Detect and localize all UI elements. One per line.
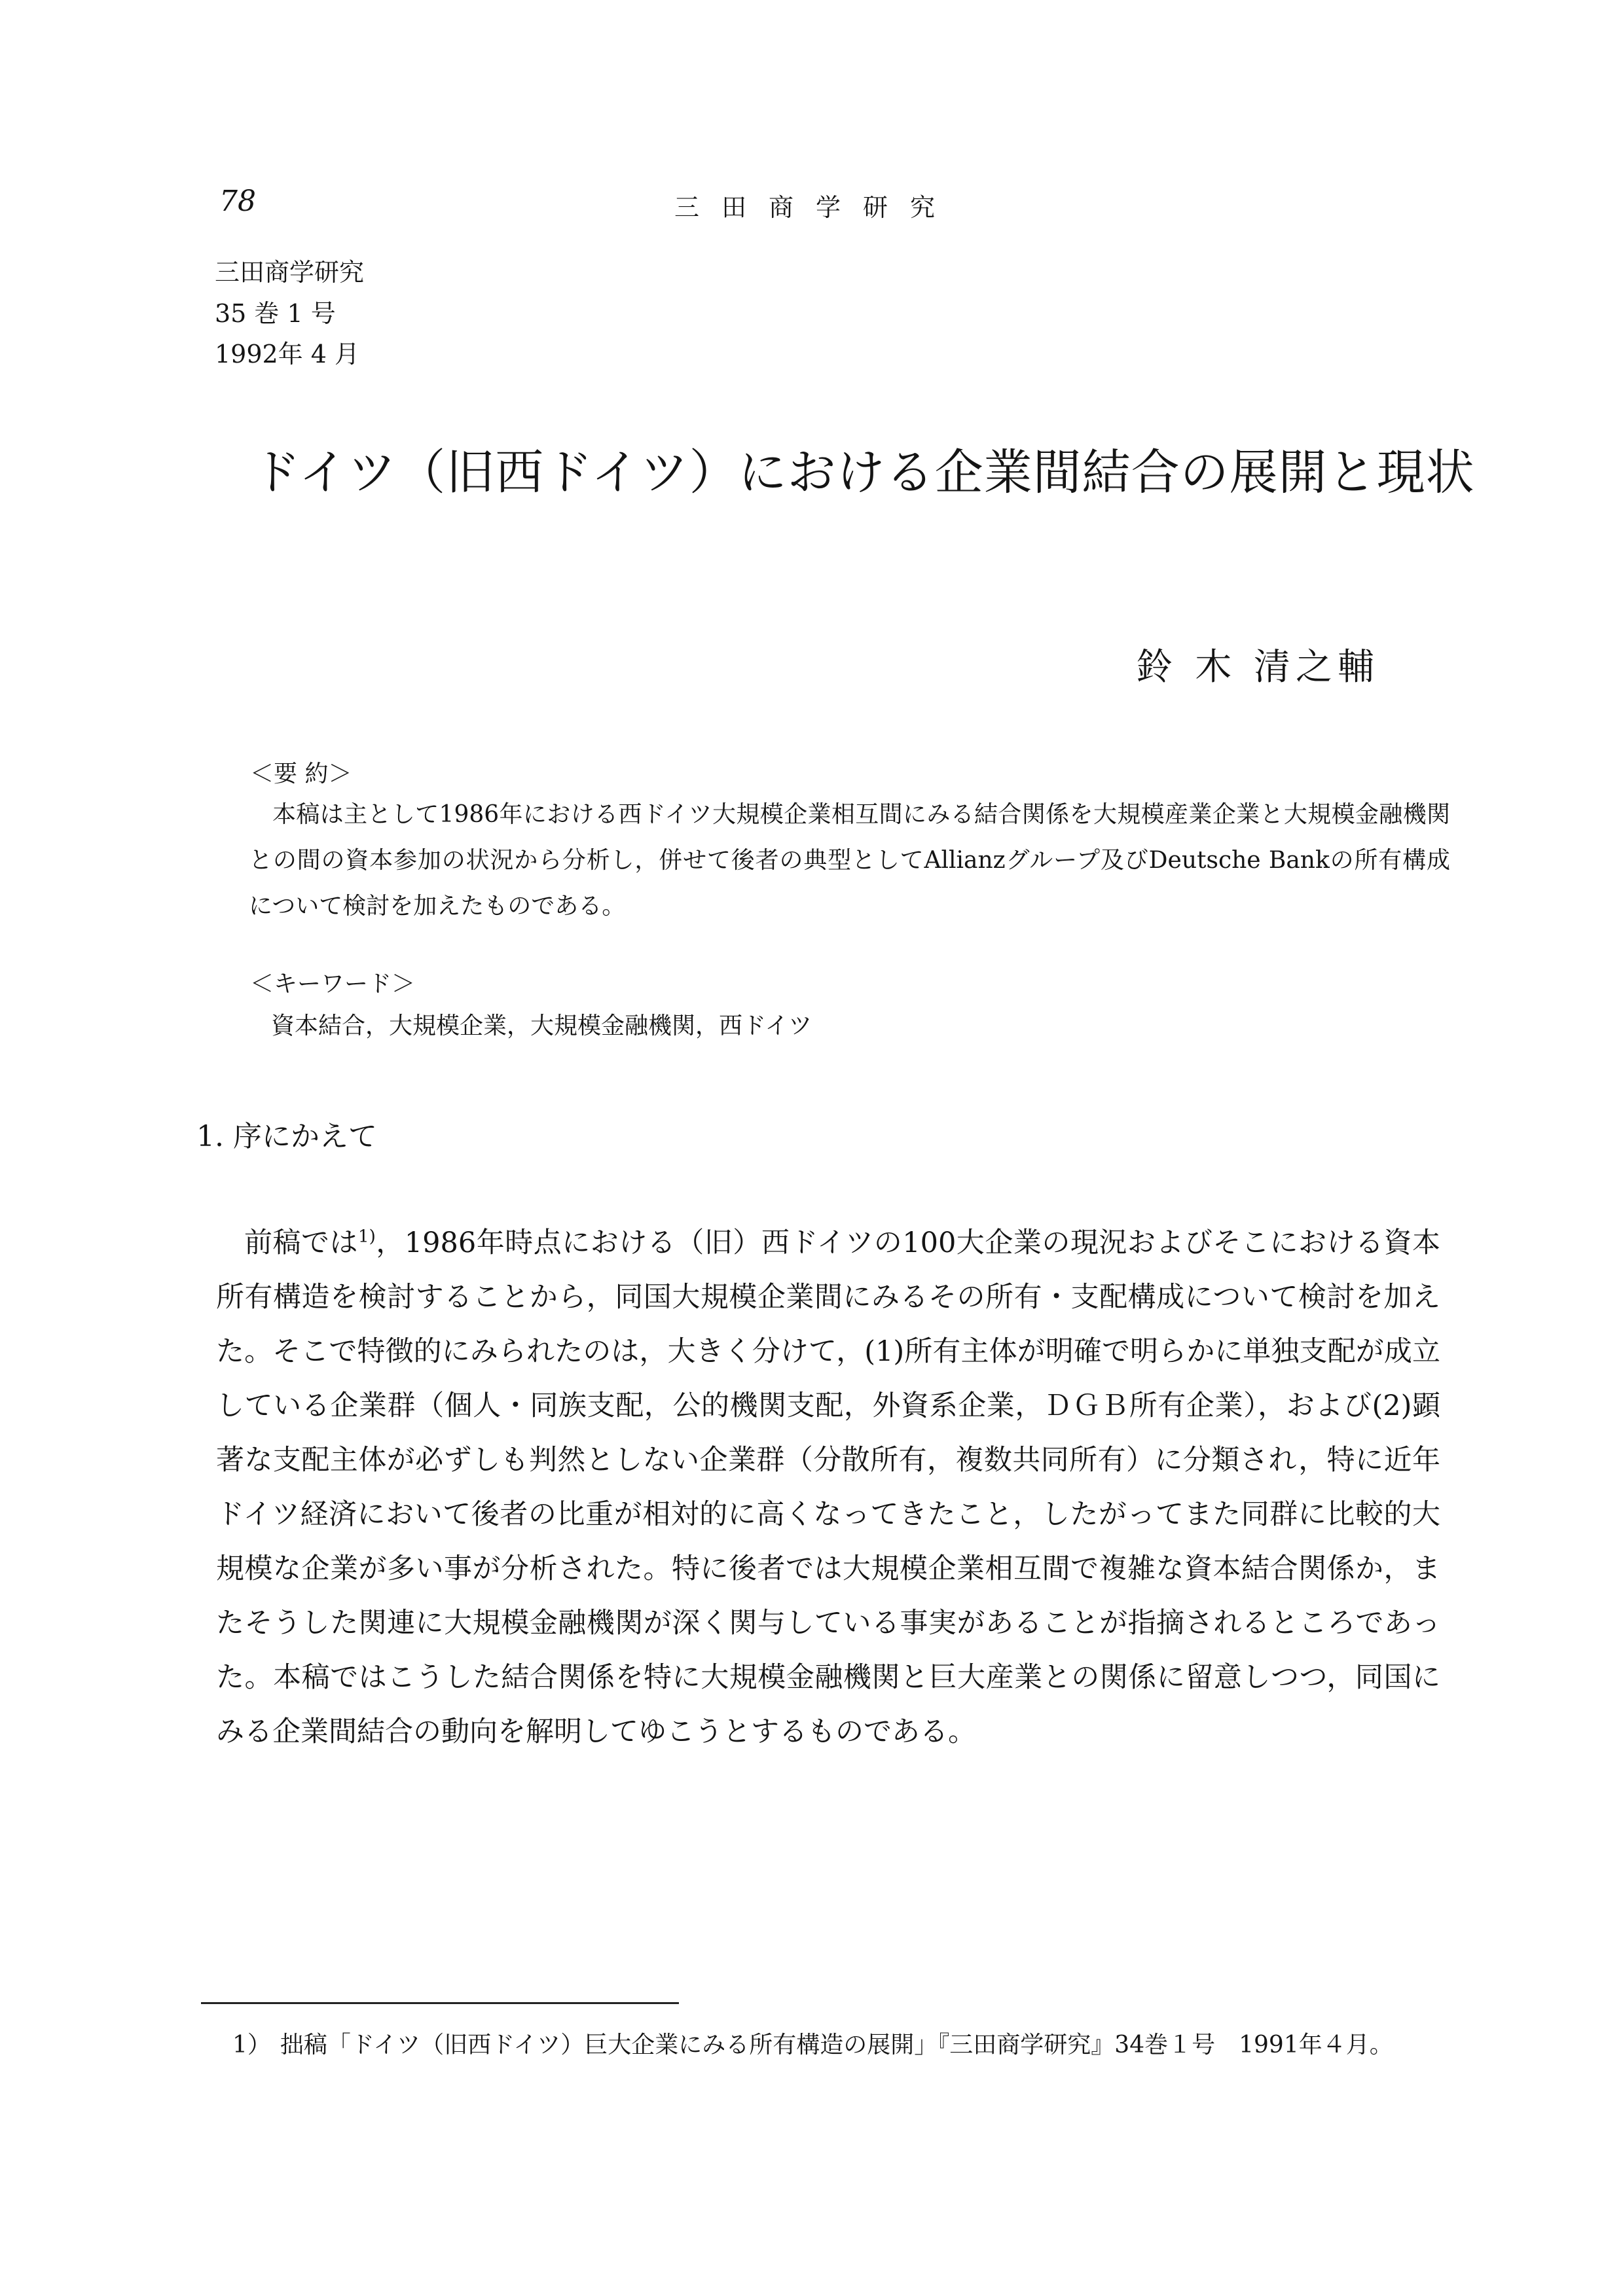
keywords-list: 資本結合，大規模企業，大規模金融機関，西ドイツ (271, 1013, 812, 1039)
volume-issue: 35 巻 1 号 (215, 299, 336, 328)
keywords-label: ＜キーワード＞ (250, 971, 416, 997)
abstract-label: ＜要 約＞ (250, 761, 352, 787)
footnote-marker: 1） (232, 2032, 271, 2058)
footnote-divider (201, 2002, 679, 2004)
page-number: 78 (219, 185, 256, 218)
paragraph-lead: 前稿では (244, 1227, 359, 1259)
journal-name: 三田商学研究 (215, 258, 365, 287)
publication-date: 1992年 4 月 (215, 340, 360, 368)
footnote-reference[interactable]: 1) (358, 1227, 376, 1247)
section-heading: 1. 序にかえて (196, 1120, 377, 1153)
paragraph-continuation: ，1986年時点における（旧）西ドイツの100大企業の現況およびそこにおける資本所有構造を検討することから，同国大規模企業間にみるその所有・支配構成について検討を加えた。そこで特徴的にみられたのは，大きく分けて，(1)所有主体が明確で明らかに単独支配が成立している企業群（個人・同族支配，公的機関支配，外資系企業，ＤＧＢ所有企業），および(2)顕著な支配主体が必ずしも判然としない企業群（分散所有，複数共同所有）に分類され，特に近年ドイツ経済において後者の比重が相対的に高くなってきたこと，したがってまた同群に比較的大規模な企業が多い事が分析された。特に後者では大規模企業相互間で複雑な資本結合関係か，またそうした関連に大規模金融機関が深く関与している事実があることが指摘されるところであった。本稿ではこうした結合関係を特に大規模金融機関と巨大産業との関係に留意しつつ，同国にみる企業間結合の動向を解明してゆこうとするものである。 (216, 1227, 1440, 1748)
body-paragraph (216, 1216, 1440, 1759)
author-name: 鈴 木 清之輔 (1136, 646, 1379, 689)
footnote (232, 2024, 1431, 2066)
footnote-text: 拙稿「ドイツ（旧西ドイツ）巨大企業にみる所有構造の展開」『三田商学研究』34巻１号 1991年４月。 (280, 2032, 1393, 2058)
paper-title: ドイツ（旧西ドイツ）における企業間結合の展開と現状 (252, 444, 1475, 501)
abstract-body: 本稿は主として1986年における西ドイツ大規模企業相互間にみる結合関係を大規模産業企業と大規模金融機関との間の資本参加の状況から分析し，併せて後者の典型としてAllianzグループ及びDeutsche Bankの所有構成について検討を加えたものである。 (249, 801, 1450, 920)
running-header: 三田商学研究 (674, 193, 958, 222)
